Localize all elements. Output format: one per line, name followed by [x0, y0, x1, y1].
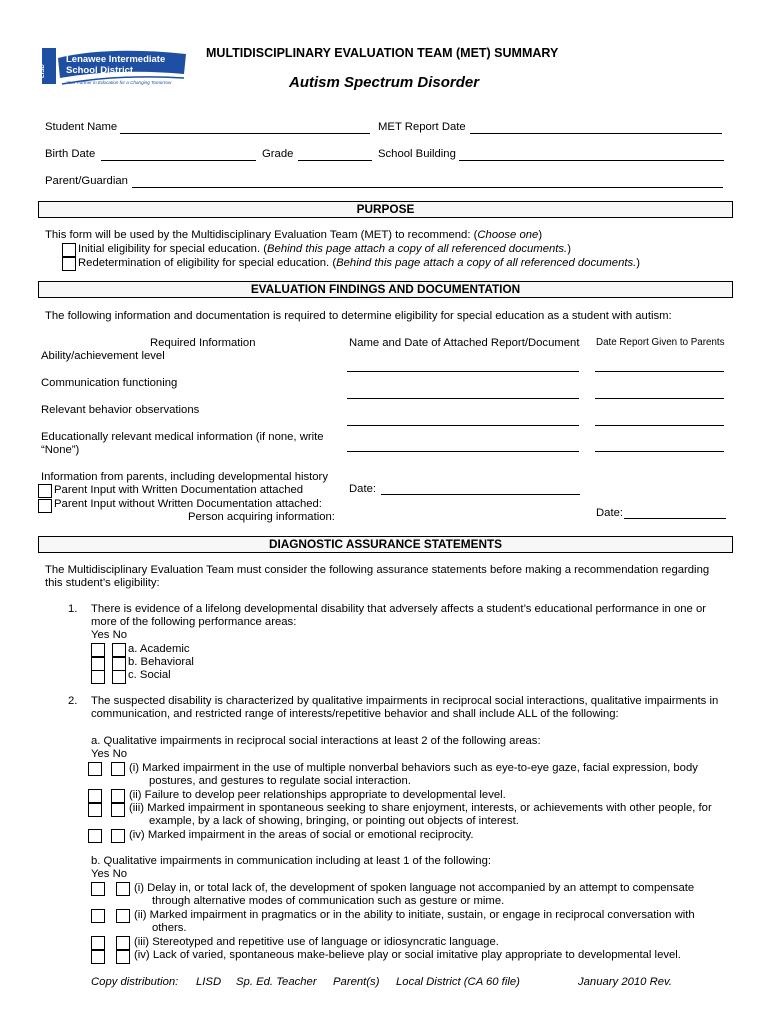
form-subtitle: Autism Spectrum Disorder — [289, 74, 480, 91]
a-ii-text: (ii) Failure to develop peer relationships appropriate to developmental level. — [129, 789, 506, 801]
parent-without-docs-checkbox[interactable] — [38, 499, 52, 513]
row-behavior: Relevant behavior observations — [41, 404, 200, 416]
row-medical-cont: “None”) — [41, 444, 80, 456]
initial-eligibility-label: Initial eligibility for special education. (Behind this page attach a copy of all referenced documents.) — [78, 243, 571, 255]
diagnostic-intro-2: this student’s eligibility: — [45, 577, 160, 589]
birth-date-label: Birth Date — [45, 148, 96, 160]
statement-2-line2: communication, and restricted range of interests/repetitive behavior and shall include ALL of the following: — [91, 708, 619, 720]
student-name-label: Student Name — [45, 121, 118, 133]
col-required-info: Required Information — [150, 337, 256, 349]
behavior-date-input[interactable] — [595, 425, 724, 426]
findings-heading: EVALUATION FINDINGS AND DOCUMENTATION — [38, 281, 733, 298]
school-building-label: School Building — [378, 148, 456, 160]
b-iv-text: (iv) Lack of varied, spontaneous make-believe play or social imitative play appropriate to developmental level. — [134, 949, 681, 961]
person-acquiring-label: Person acquiring information: — [188, 511, 335, 523]
a-iii-line2: example, by a lack of showing, bringing, or pointing out objects of interest. — [149, 815, 519, 827]
findings-intro: The following information and documentation is required to determine eligibility for special education as a student with autism: — [45, 310, 672, 322]
grade-input[interactable] — [298, 160, 372, 161]
diagnostic-intro-1: The Multidisciplinary Evaluation Team must consider the following assurance statements before making a recommendation regarding — [45, 564, 710, 576]
behavioral-yes-checkbox[interactable] — [91, 657, 105, 671]
b-ii-line1: (ii) Marked impairment in pragmatics or in the ability to initiate, sustain, or engage in reciprocal conversation with — [134, 909, 695, 921]
parent-info-label: Information from parents, including developmental history — [41, 471, 328, 483]
school-building-input[interactable] — [459, 160, 724, 161]
a-i-no-checkbox[interactable] — [111, 762, 125, 776]
b-iii-text: (iii) Stereotyped and repetitive use of language or idiosyncratic language. — [134, 936, 499, 948]
statement-1-line2: more of the following performance areas: — [91, 616, 297, 628]
a-iv-text: (iv) Marked impairment in the areas of social or emotional reciprocity. — [129, 829, 474, 841]
footer-teacher: Sp. Ed. Teacher — [236, 976, 317, 988]
behavioral-no-checkbox[interactable] — [112, 657, 126, 671]
footer-revision: January 2010 Rev. — [578, 976, 672, 988]
ability-report-input[interactable] — [347, 371, 579, 372]
statement-1-number: 1. — [68, 603, 78, 615]
b-i-yes-checkbox[interactable] — [91, 882, 105, 896]
b-ii-yes-checkbox[interactable] — [91, 909, 105, 923]
form-title: MULTIDISCIPLINARY EVALUATION TEAM (MET) SUMMARY — [206, 46, 559, 60]
redetermination-checkbox[interactable] — [62, 257, 76, 271]
row-ability: Ability/achievement level — [41, 350, 165, 362]
yes-no-header-b: Yes No — [91, 868, 128, 880]
date1-label: Date: — [349, 483, 377, 495]
row-medical: Educationally relevant medical information (if none, write — [41, 431, 324, 443]
statement-2-line1: The suspected disability is characterized by qualitative impairments in reciprocal social interactions, qualitative impairments in — [91, 695, 719, 707]
b-i-line2: through alternative modes of communication such as gesture or mime. — [152, 895, 505, 907]
footer-copy-distribution: Copy distribution: — [91, 976, 179, 988]
medical-report-input[interactable] — [347, 451, 579, 452]
b-iii-yes-checkbox[interactable] — [91, 936, 105, 950]
academic-no-checkbox[interactable] — [112, 643, 126, 657]
logo-tagline: Your Partner in Education for a Changing Tomorrow — [66, 80, 172, 85]
parent-guardian-input[interactable] — [132, 187, 723, 188]
date2-label: Date: — [596, 507, 624, 519]
initial-eligibility-checkbox[interactable] — [62, 243, 76, 257]
purpose-heading: PURPOSE — [38, 201, 733, 218]
lisd-logo — [38, 44, 188, 90]
yes-no-header-a: Yes No — [91, 748, 128, 760]
b-i-no-checkbox[interactable] — [116, 882, 130, 896]
redetermination-label: Redetermination of eligibility for special education. (Behind this page attach a copy of all referenced documents.) — [78, 257, 641, 269]
birth-date-input[interactable] — [101, 160, 256, 161]
a-iii-no-checkbox[interactable] — [111, 803, 125, 817]
met-report-date-input[interactable] — [470, 133, 722, 134]
col-attached-report: Name and Date of Attached Report/Document — [349, 337, 580, 349]
medical-date-input[interactable] — [595, 451, 724, 452]
a-i-yes-checkbox[interactable] — [88, 762, 102, 776]
a-ii-no-checkbox[interactable] — [111, 789, 125, 803]
statement-2-number: 2. — [68, 695, 78, 707]
section-b-heading: b. Qualitative impairments in communication including at least 1 of the following: — [91, 855, 491, 867]
b-ii-line2: others. — [152, 922, 187, 934]
social-no-checkbox[interactable] — [112, 670, 126, 684]
behavioral-label: b. Behavioral — [128, 656, 194, 668]
a-iii-yes-checkbox[interactable] — [88, 803, 102, 817]
purpose-intro: This form will be used by the Multidisciplinary Evaluation Team (MET) to recommend: (Choose one) — [45, 229, 543, 241]
parent-without-docs-label: Parent Input without Written Documentation attached: — [54, 498, 322, 510]
a-iv-yes-checkbox[interactable] — [88, 829, 102, 843]
date1-input[interactable] — [381, 494, 580, 495]
a-i-line2: postures, and gestures to regulate social interaction. — [149, 775, 411, 787]
b-ii-no-checkbox[interactable] — [116, 909, 130, 923]
parent-with-docs-checkbox[interactable] — [38, 484, 52, 498]
met-report-date-label: MET Report Date — [378, 121, 466, 133]
grade-label: Grade — [262, 148, 294, 160]
statement-1-line1: There is evidence of a lifelong developmental disability that adversely affects a student’s educational performance in one or — [91, 603, 707, 615]
parent-with-docs-label: Parent Input with Written Documentation attached — [54, 484, 304, 496]
section-a-heading: a. Qualitative impairments in reciprocal social interactions at least 2 of the following areas: — [91, 735, 541, 747]
student-name-input[interactable] — [120, 133, 370, 134]
a-iv-no-checkbox[interactable] — [111, 829, 125, 843]
a-iii-line1: (iii) Marked impairment in spontaneous seeking to share enjoyment, interests, or achievements with other people, for — [129, 802, 712, 814]
academic-yes-checkbox[interactable] — [91, 643, 105, 657]
date2-input[interactable] — [624, 518, 726, 519]
footer-district: Local District (CA 60 file) — [396, 976, 520, 988]
communication-date-input[interactable] — [595, 398, 724, 399]
social-label: c. Social — [128, 669, 171, 681]
footer-parents: Parent(s) — [333, 976, 380, 988]
ability-date-input[interactable] — [595, 371, 724, 372]
b-iii-no-checkbox[interactable] — [116, 936, 130, 950]
logo-acronym: LISD — [40, 64, 46, 78]
communication-report-input[interactable] — [347, 398, 579, 399]
b-iv-no-checkbox[interactable] — [116, 950, 130, 964]
yes-no-header-1: Yes No — [91, 629, 128, 641]
social-yes-checkbox[interactable] — [91, 670, 105, 684]
row-communication: Communication functioning — [41, 377, 178, 389]
a-i-line1: (i) Marked impairment in the use of multiple nonverbal behaviors such as eye-to-eye gaze, facial expression, body — [129, 762, 698, 774]
a-ii-yes-checkbox[interactable] — [88, 789, 102, 803]
logo-org-line2: School District — [66, 65, 134, 76]
diagnostic-heading: DIAGNOSTIC ASSURANCE STATEMENTS — [38, 536, 733, 553]
footer-lisd: LISD — [196, 976, 222, 988]
logo-org-line1: Lenawee Intermediate — [66, 54, 166, 65]
behavior-report-input[interactable] — [347, 425, 579, 426]
academic-label: a. Academic — [128, 643, 190, 655]
col-date-given: Date Report Given to Parents — [596, 337, 725, 348]
b-i-line1: (i) Delay in, or total lack of, the development of spoken language not accompanied by an attempt to compensate — [134, 882, 695, 894]
b-iv-yes-checkbox[interactable] — [91, 950, 105, 964]
parent-guardian-label: Parent/Guardian — [45, 175, 128, 187]
